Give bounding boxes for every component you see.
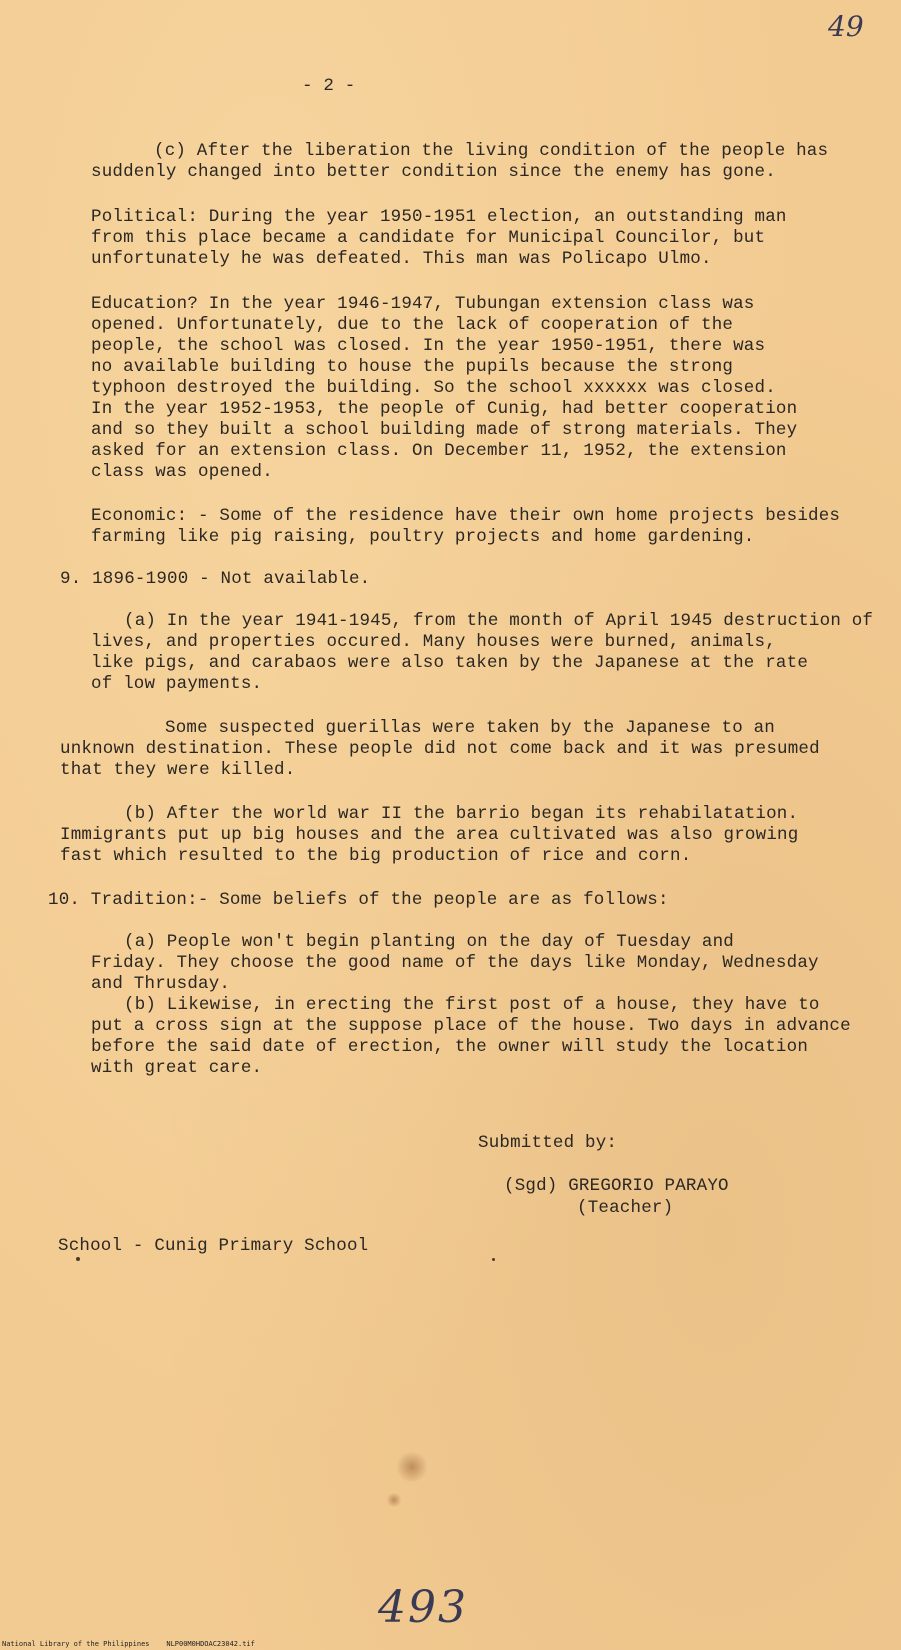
para-liberation-line-1: (c) After the liberation the living condition of the people has xyxy=(154,141,829,161)
para-education-line-9: class was opened. xyxy=(91,462,273,482)
ink-stain xyxy=(386,1493,402,1507)
submitted-by-label: Submitted by: xyxy=(478,1133,618,1153)
item-10-heading: 10. Tradition:- Some beliefs of the people are as follows: xyxy=(48,890,669,910)
item-9-heading: 9. 1896-1900 - Not available. xyxy=(60,569,371,589)
item-9b-line-2: Immigrants put up big houses and the area cultivated was also growing xyxy=(60,825,799,845)
item-10b-line-2: put a cross sign at the suppose place of the house. Two days in advance xyxy=(91,1016,851,1036)
para-education-line-1: Education? In the year 1946-1947, Tubungan extension class was xyxy=(91,294,755,314)
para-education-line-6: In the year 1952-1953, the people of Cunig, had better cooperation xyxy=(91,399,798,419)
para-guerillas-line-1: Some suspected guerillas were taken by the Japanese to an xyxy=(165,718,775,738)
item-9a-line-1: (a) In the year 1941-1945, from the month of April 1945 destruction of xyxy=(124,611,874,631)
item-10a-line-2: Friday. They choose the good name of the days like Monday, Wednesday xyxy=(91,953,819,973)
ink-dot xyxy=(76,1257,80,1261)
handwritten-page-number: 493 xyxy=(378,1582,468,1633)
para-economic-line-2: farming like pig raising, poultry projects and home gardening. xyxy=(91,527,755,547)
item-10a-line-3: and Thrusday. xyxy=(91,974,231,994)
para-guerillas-line-3: that they were killed. xyxy=(60,760,296,780)
signatory-role: (Teacher) xyxy=(577,1198,674,1218)
folio-number: 49 xyxy=(828,10,864,43)
para-education-line-7: and so they built a school building made of strong materials. They xyxy=(91,420,798,440)
page-header: - 2 - xyxy=(302,76,356,96)
item-9b-line-3: fast which resulted to the big production of rice and corn. xyxy=(60,846,692,866)
item-9a-line-3: like pigs, and carabaos were also taken by the Japanese at the rate xyxy=(91,653,809,673)
para-liberation-line-2: suddenly changed into better condition since the enemy has gone. xyxy=(91,162,776,182)
item-10b-line-4: with great care. xyxy=(91,1058,263,1078)
para-education-line-8: asked for an extension class. On December 11, 1952, the extension xyxy=(91,441,787,461)
archive-footer-caption: National Library of the Philippines NLP00M0HDOAC23042.tif xyxy=(2,1640,255,1648)
para-guerillas-line-2: unknown destination. These people did not come back and it was presumed xyxy=(60,739,820,759)
para-political-line-3: unfortunately he was defeated. This man was Policapo Ulmo. xyxy=(91,249,712,269)
item-10b-line-3: before the said date of erection, the owner will study the location xyxy=(91,1037,809,1057)
item-9a-line-2: lives, and properties occured. Many houses were burned, animals, xyxy=(91,632,776,652)
item-10b-line-1: (b) Likewise, in erecting the first post of a house, they have to xyxy=(124,995,820,1015)
para-education-line-2: opened. Unfortunately, due to the lack of cooperation of the xyxy=(91,315,734,335)
ink-stain xyxy=(395,1452,429,1482)
para-economic-line-1: Economic: - Some of the residence have their own home projects besides xyxy=(91,506,841,526)
school-line: School - Cunig Primary School xyxy=(58,1236,369,1256)
para-political-line-1: Political: During the year 1950-1951 election, an outstanding man xyxy=(91,207,787,227)
item-9a-line-4: of low payments. xyxy=(91,674,263,694)
signatory-name: (Sgd) GREGORIO PARAYO xyxy=(504,1176,729,1196)
item-10a-line-1: (a) People won't begin planting on the day of Tuesday and xyxy=(124,932,734,952)
para-political-line-2: from this place became a candidate for Municipal Councilor, but xyxy=(91,228,766,248)
ink-dot xyxy=(492,1258,495,1261)
item-9b-line-1: (b) After the world war II the barrio began its rehabilatation. xyxy=(124,804,799,824)
para-education-line-4: no available building to house the pupils because the strong xyxy=(91,357,734,377)
para-education-line-5: typhoon destroyed the building. So the school xxxxxx was closed. xyxy=(91,378,776,398)
para-education-line-3: people, the school was closed. In the year 1950-1951, there was xyxy=(91,336,766,356)
